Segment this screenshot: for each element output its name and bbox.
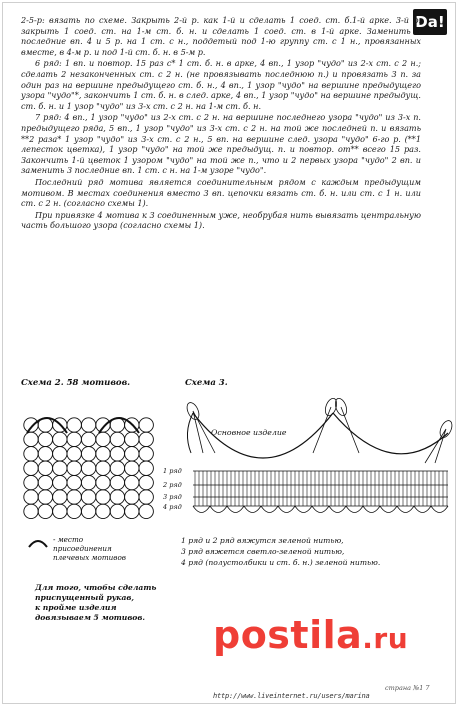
note-line: довязываем 5 мотивов. [35,613,146,622]
motif-circle [125,447,139,461]
row-label-4: 4 ряд [163,503,182,511]
edge-scallop [414,506,431,513]
motif-circle [96,490,110,504]
rows-line: 4 ряд (полустолбики и ст. б. н.) зеленой нитью. [181,558,381,567]
scheme2-legend [53,535,126,562]
edge-scallop [329,506,346,513]
motif-circle [67,418,81,432]
motif-circle [139,418,153,432]
motif-circle [38,504,52,518]
motif-circle [67,490,81,504]
motif-circle [110,461,124,475]
document-page [2,2,456,704]
motif-circle [139,447,153,461]
edge-scallop [346,506,363,513]
motif-circle [139,475,153,489]
scheme3-title: Схема 3. [185,378,228,388]
edge-scallop [261,506,278,513]
motif-circle [24,490,38,504]
motif-circle [67,461,81,475]
motif-circle [96,418,110,432]
motif-circle [24,447,38,461]
row-label-2: 2 ряд [163,481,182,489]
brand-tld: .ru [362,622,409,655]
scheme3-rows-description [181,535,380,568]
scheme3-diagram [163,393,453,533]
scheme2-title: Схема 2. 58 мотивов. [21,378,131,388]
motif-circle [24,504,38,518]
motif-circle [110,475,124,489]
motif-circle [38,447,52,461]
postila-watermark [213,613,408,657]
motif-circle [24,461,38,475]
motif-circle [125,504,139,518]
edge-scallop [193,506,210,513]
motif-circle [81,475,95,489]
note-line: к пройме изделия [35,603,117,612]
edge-scallop [380,506,397,513]
edge-scallop [431,506,448,513]
paragraph-row-7: 7 ряд: 4 вп., 1 узор "чудо" из 2-х ст. с 2 н. на вершине последнего узора "чудо" из 3-х п. предыдущего ряда, 5 вп., 1 узор "чудо" из 3-х ст. с 2 н. на той же последней п. и вязать **2 раза* 1 узор "чудо" из 3-х ст. с 2 н., 5 вп. на вершине след. узора "чудо" 6-го р. (**1 лепесток цветка), 1 узор "чудо" на той же предыдущ. п. и повтор. от** всего 15 раз. Закончить 1-й цветок 1 узором "чудо" на той же п., что и 2 первых узора "чудо" 2 вп. и заменить 3 последние вп. 1 ст. с н. на 1-м узоре "чудо". [21,112,421,176]
motif-circle [96,461,110,475]
row-label-1: 1 ряд [163,467,182,475]
motif-circle [24,432,38,446]
motif-circle [53,475,67,489]
motif-circle [139,432,153,446]
motif-circle [125,461,139,475]
page-number: страна №1 7 [385,684,430,692]
edge-scallop [312,506,329,513]
motif-circle [53,504,67,518]
legend-line: - место [53,535,84,544]
instruction-text [21,15,421,232]
motif-circle [38,418,52,432]
motif-circle [125,432,139,446]
motif-circle [125,490,139,504]
legend-line: плечевых мотивов [53,553,126,562]
edge-scallop [210,506,227,513]
motif-circle [67,475,81,489]
da-logo: Da! [413,9,447,35]
edge-scallop [363,506,380,513]
rows-line: 3 ряд вяжется светло-зеленой нитью, [181,547,345,556]
motif-circle [96,432,110,446]
motif-circle [53,461,67,475]
edge-scallop [244,506,261,513]
scheme2-diagram [23,403,173,533]
source-url: http://www.liveinternet.ru/users/marina [213,692,370,700]
paragraph-joining: При привязке 4 мотива к 3 соединенным уже, необрубая нить вывязать центральную часть большого узора (согласно схемы 1). [21,209,421,231]
note-line: Для того, чтобы сделать [35,583,157,592]
motif-circle [38,461,52,475]
motif-circle [38,490,52,504]
motif-circle [67,432,81,446]
motif-circle [53,447,67,461]
motif-circle [110,432,124,446]
motif-circle [53,432,67,446]
motif-circle [96,447,110,461]
main-piece-label: Основное изделие [211,428,287,437]
sleeve-note [35,583,185,623]
motif-circle [24,418,38,432]
motif-circle [125,475,139,489]
edge-scallop [397,506,414,513]
motif-circle [110,490,124,504]
brand-main: postila [213,613,363,657]
motif-circle [110,418,124,432]
paragraph-rows-2-5: 2-5-р: вязать по схеме. Закрыть 2-й р. как 1-й и сделать 1 соед. ст. б.1-й арке. 3-й р. закрыть 1 соед. ст. на 1-м ст. б. н. и сделать 1 соед. ст. в 1-й арке. Заменить 3 последние вп. 4 и 5 р. на 1 ст. с н., поддетый под 1-ю группу ст. с 1 н., провязанных вместе, в 4-м р. и под 1-й ст. б. н. в 5-м р. [21,15,421,57]
shoulder-join-symbol [27,535,49,549]
paragraph-last-row: Последний ряд мотива является соединительным рядом с каждым предыдущим мотивом. В местах соединения вместо 3 вп. цепочки вязать ст. б. н. или ст. с 1 н. или ст. с 2 н. (согласно схемы 1). [21,176,421,209]
rows-line: 1 ряд и 2 ряд вяжутся зеленой нитью, [181,536,344,545]
note-line: приспущенный рукав, [35,593,134,602]
motif-circle [96,475,110,489]
motif-circle [38,475,52,489]
motif-circle [38,432,52,446]
motif-circle [67,504,81,518]
motif-circle [81,504,95,518]
legend-line: присоединения [53,544,112,553]
shoulder-join-arc [27,418,67,433]
motif-circle [53,490,67,504]
motif-circle [110,447,124,461]
edge-scallop [295,506,312,513]
motif-circle [24,475,38,489]
motif-circle [96,504,110,518]
motif-circle [81,432,95,446]
motif-circle [81,418,95,432]
paragraph-row-6: 6 ряд: 1 вп. и повтор. 15 раз с* 1 ст. б. н. в арке, 4 вп., 1 узор "чудо" из 2-х ст. с 2 н.; сделать 2 незаконченных ст. с 2 н. (не провязывать последнюю п.) и провязать 3 п. за один раз на вершине предыдущего ст. б. н., 4 вп., 1 узор "чудо" на вершине предыдущего узора "чудо"*, закончить 1 ст. б. н. в след. арке, 4 вп., 1 узор "чудо" на вершине предыдущ. ст. б. н. и 1 узор "чудо" из 3-х ст. с 2 н. на 1-м ст. б. н. [21,58,421,111]
shoulder-join-arc [99,418,139,433]
motif-circle [81,447,95,461]
motif-circle [139,461,153,475]
motif-circle [81,461,95,475]
motif-circle [139,490,153,504]
motif-circle [110,504,124,518]
edge-scallop [278,506,295,513]
edge-scallop [227,506,244,513]
motif-circle [67,447,81,461]
motif-circle [81,490,95,504]
motif-circle [139,504,153,518]
row-label-3: 3 ряд [163,493,182,501]
